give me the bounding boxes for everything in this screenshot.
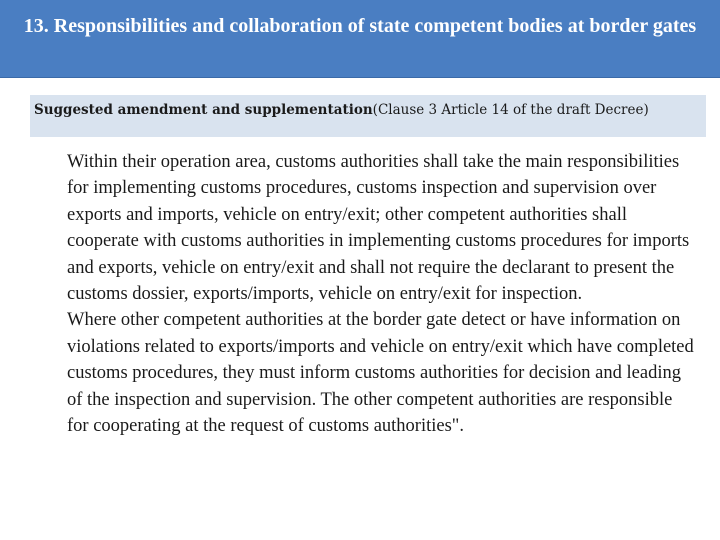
paragraph-customs-responsibilities: Within their operation area, customs authorities shall take the main responsibilities for implementing customs procedures, customs inspection and supervision over exports and imports, vehicle on entry/exit; other competent authorities shall cooperate with customs authorities in implementing customs procedures for imports and exports, vehicle on entry/exit and shall not require the declarant to present the customs dossier, exports/imports, vehicle on entry/exit for inspection. [67,152,690,305]
clause-reference: (Clause 3 Article 14 of the draft Decree) [372,102,649,118]
paragraph-violation-reporting: Where other competent authorities at the border gate detect or have information on violations related to exports/imports and vehicle on entry/exit which have completed customs procedures, they must inform customs authorities for decision and leading of the inspection and supervision. The other competent authorities are responsible for cooperating at the request of customs authorities". [67,310,694,437]
amendment-note-box [30,95,706,137]
amendment-label: Suggested amendment and supplementation [34,102,373,118]
slide-title-bar [0,0,720,78]
slide-body [67,149,697,439]
slide-title: 13. Responsibilities and collaboration of state competent bodies at border gates [23,15,697,37]
